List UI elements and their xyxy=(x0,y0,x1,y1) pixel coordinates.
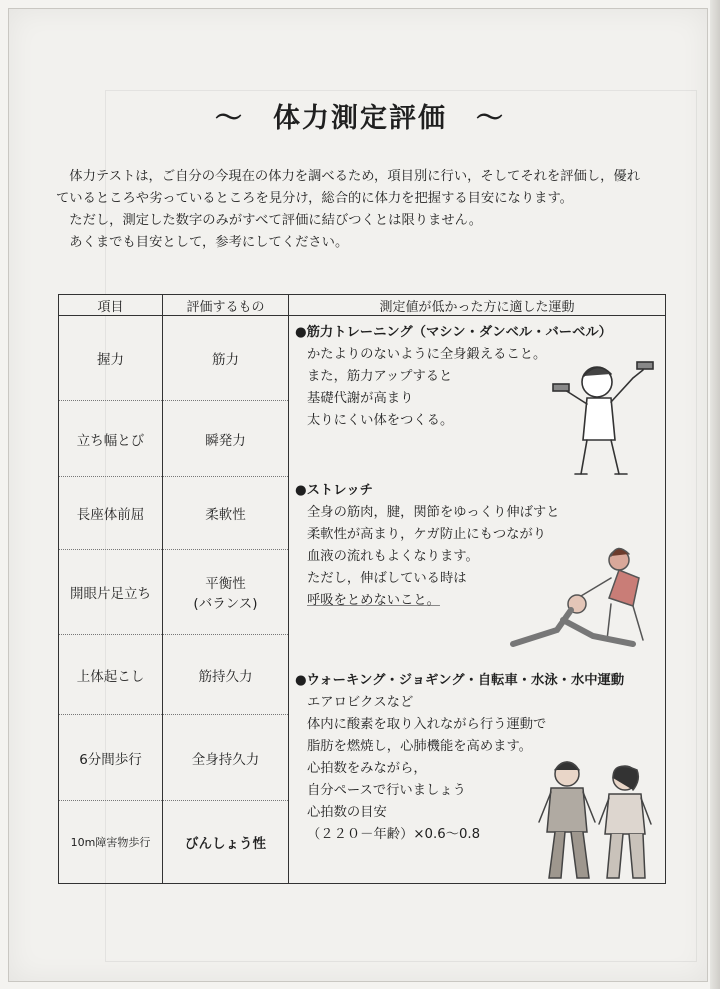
row-item: 6分間歩行 xyxy=(59,715,163,801)
exercise-line: エアロビクスなど xyxy=(307,695,414,710)
row-measure: 柔軟性 xyxy=(163,477,289,550)
row-measure: 瞬発力 xyxy=(163,401,289,477)
exercise-line: 呼吸をとめないこと。 xyxy=(307,593,440,608)
exercise-line: また，筋力アップすると xyxy=(307,369,453,384)
row-item: 立ち幅とび xyxy=(59,401,163,477)
page-title: ～ 体力測定評価 ～ xyxy=(215,103,505,134)
walking-couple-illustration xyxy=(525,756,663,888)
exercise-line: かたよりのないように全身鍛えること。 xyxy=(307,347,547,362)
exercise-line: 体内に酸素を取り入れながら行う運動で xyxy=(307,717,547,732)
dumbbell-exercise-illustration xyxy=(551,346,659,486)
exercise-line: 柔軟性が高まり，ケガ防止にもつながり xyxy=(307,527,547,542)
exercise-heading: ●ウォーキング・ジョギング・自転車・水泳・水中運動 xyxy=(295,673,625,688)
row-item: 開眼片足立ち xyxy=(59,550,163,635)
exercise-line: 全身の筋肉，腱，関節をゆっくり伸ばすと xyxy=(307,505,560,520)
header-item: 項目 xyxy=(59,295,163,316)
row-item: 10m障害物歩行 xyxy=(59,801,163,884)
exercise-line: （２２０－年齢）×0.6～0.8 xyxy=(307,827,481,842)
row-measure: 筋力 xyxy=(163,316,289,401)
exercise-line: 自分ペースで行いましょう xyxy=(307,783,466,798)
evaluation-table xyxy=(58,294,666,884)
exercise-cell xyxy=(289,316,666,884)
header-exercise: 測定値が低かった方に適した運動 xyxy=(289,295,666,316)
table-header-row xyxy=(59,295,666,316)
row-item: 握力 xyxy=(59,316,163,401)
intro-line-2: ているところや劣っているところを見分け，総合的に体力を把握する目安になります。 xyxy=(56,191,573,206)
header-measure: 評価するもの xyxy=(163,295,289,316)
page-edge xyxy=(710,0,720,989)
row-item: 上体起こし xyxy=(59,635,163,715)
partner-stretch-illustration xyxy=(507,544,657,664)
intro-line-1: 体力テストは，ご自分の今現在の体力を調べるため，項目別に行い，そしてそれを評価し，優れ xyxy=(69,169,640,184)
row-measure: 筋持久力 xyxy=(163,635,289,715)
exercise-line: ただし，伸ばしている時は xyxy=(307,571,467,586)
exercise-line: 血液の流れもよくなります。 xyxy=(307,549,479,564)
intro-line-3: ただし，測定した数字のみがすべて評価に結びつくとは限りません。 xyxy=(69,213,483,228)
row-measure: びんしょう性 xyxy=(163,801,289,884)
intro-line-4: あくまでも目安として，参考にしてください。 xyxy=(69,235,349,250)
table-row xyxy=(59,316,666,401)
row-measure: 全身持久力 xyxy=(163,715,289,801)
exercise-line: 基礎代謝が高まり xyxy=(307,391,414,406)
exercise-line: 心拍数の目安 xyxy=(307,805,387,820)
intro-text xyxy=(56,166,692,254)
exercise-line: 心拍数をみながら， xyxy=(307,761,427,776)
row-measure: 平衡性 (バランス) xyxy=(163,550,289,635)
row-item: 長座体前屈 xyxy=(59,477,163,550)
exercise-heading: ●筋力トレーニング（マシン・ダンベル・バーベル） xyxy=(295,325,612,340)
exercise-line: 脂肪を燃焼し，心肺機能を高めます。 xyxy=(307,739,532,754)
exercise-heading: ●ストレッチ xyxy=(295,483,373,498)
exercise-line: 太りにくい体をつくる。 xyxy=(307,413,454,428)
